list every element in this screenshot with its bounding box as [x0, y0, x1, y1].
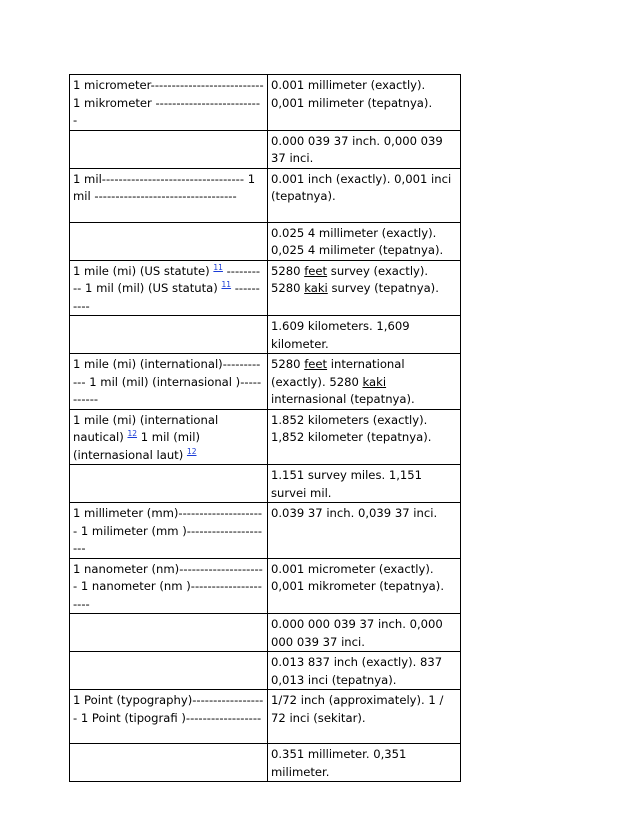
unit-cell: 1 Point (typography)------------------ 1 Point (tipografi )------------------ [70, 690, 268, 744]
unit-cell [70, 744, 268, 782]
footnote-link[interactable]: 11 [213, 262, 223, 272]
conversion-cell [268, 354, 461, 410]
unit-cell: 1 micrometer--------------------------- 1 mikrometer -------------------------- [70, 75, 268, 131]
conversion-text: internasional (tepatnya). [271, 392, 415, 406]
conversion-cell [268, 260, 461, 316]
unit-cell: 1 mile (mi) (international)------------ 1 mil (mil) (internasional )----------- [70, 354, 268, 410]
table-row [70, 222, 461, 260]
conversion-text: 5280 [271, 357, 305, 371]
table-row [70, 558, 461, 614]
conversion-cell: 0.000 000 039 37 inch. 0,000 000 039 37 inci. [268, 614, 461, 652]
conversion-text: international (exactly). 5280 [271, 357, 405, 389]
table-row [70, 168, 461, 222]
unit-cell [70, 465, 268, 503]
table-row [70, 652, 461, 690]
table-row [70, 744, 461, 782]
conversion-text: survey (tepatnya). [327, 281, 439, 295]
conversion-cell: 1.151 survey miles. 1,151 survei mil. [268, 465, 461, 503]
table-row [70, 130, 461, 168]
conversion-text: survey (exactly). 5280 [271, 263, 429, 295]
conversion-cell: 0.001 millimeter (exactly). 0,001 milimeter (tepatnya). [268, 75, 461, 131]
table-row [70, 503, 461, 559]
conversion-cell: 0.039 37 inch. 0,039 37 inci. [268, 503, 461, 559]
unit-cell [70, 222, 268, 260]
unit-cell: 1 nanometer (nm)--------------------- 1 nanometer (nm )--------------------- [70, 558, 268, 614]
unit-cell [70, 130, 268, 168]
table-row [70, 260, 461, 316]
underlined-word: kaki [362, 374, 387, 389]
conversion-cell: 0.013 837 inch (exactly). 837 0,013 inci (tepatnya). [268, 652, 461, 690]
footnote-link[interactable]: 11 [221, 280, 232, 289]
underlined-word: kaki [304, 281, 328, 295]
unit-text: ---------- 1 mil (mil) (US statuta) [73, 263, 261, 295]
unit-cell [70, 260, 268, 316]
unit-cell [70, 614, 268, 652]
footnote-link[interactable]: 12 [186, 446, 197, 456]
table-row [70, 465, 461, 503]
unit-cell: 1 mil---------------------------------- 1 mil ---------------------------------- [70, 168, 268, 222]
unit-text: 1 mile (mi) (international nautical) [73, 412, 219, 444]
unit-cell [70, 409, 268, 465]
unit-cell [70, 316, 268, 354]
conversion-cell: 1.852 kilometers (exactly). 1,852 kilometer (tepatnya). [268, 409, 461, 465]
table-row [70, 614, 461, 652]
underlined-word: feet [304, 357, 328, 371]
unit-cell: 1 millimeter (mm)--------------------- 1 milimeter (mm )--------------------- [70, 503, 268, 559]
table-row [70, 690, 461, 744]
conversion-cell: 1/72 inch (approximately). 1 / 72 inci (sekitar). [268, 690, 461, 744]
unit-cell [70, 652, 268, 690]
conversion-text: 5280 [271, 263, 305, 278]
unit-text: 1 mil (mil) (internasional laut) [73, 430, 200, 462]
table-row [70, 316, 461, 354]
table-row [70, 409, 461, 465]
footnote-link[interactable]: 12 [127, 429, 138, 438]
table-row [70, 75, 461, 131]
unit-text: ---------- [73, 281, 260, 313]
units-conversion-table [69, 74, 461, 782]
unit-text: 1 mile (mi) (US statute) [73, 263, 214, 278]
conversion-cell: 0.025 4 millimeter (exactly). 0,025 4 milimeter (tepatnya). [268, 222, 461, 260]
conversion-cell: 0.001 micrometer (exactly). 0,001 mikrometer (tepatnya). [268, 558, 461, 614]
underlined-word: feet [304, 263, 328, 278]
conversion-cell: 0.000 039 37 inch. 0,000 039 37 inci. [268, 130, 461, 168]
conversion-cell: 0.001 inch (exactly). 0,001 inci (tepatnya). [268, 168, 461, 222]
conversion-cell: 0.351 millimeter. 0,351 milimeter. [268, 744, 461, 782]
conversion-cell: 1.609 kilometers. 1,609 kilometer. [268, 316, 461, 354]
table-row [70, 354, 461, 410]
